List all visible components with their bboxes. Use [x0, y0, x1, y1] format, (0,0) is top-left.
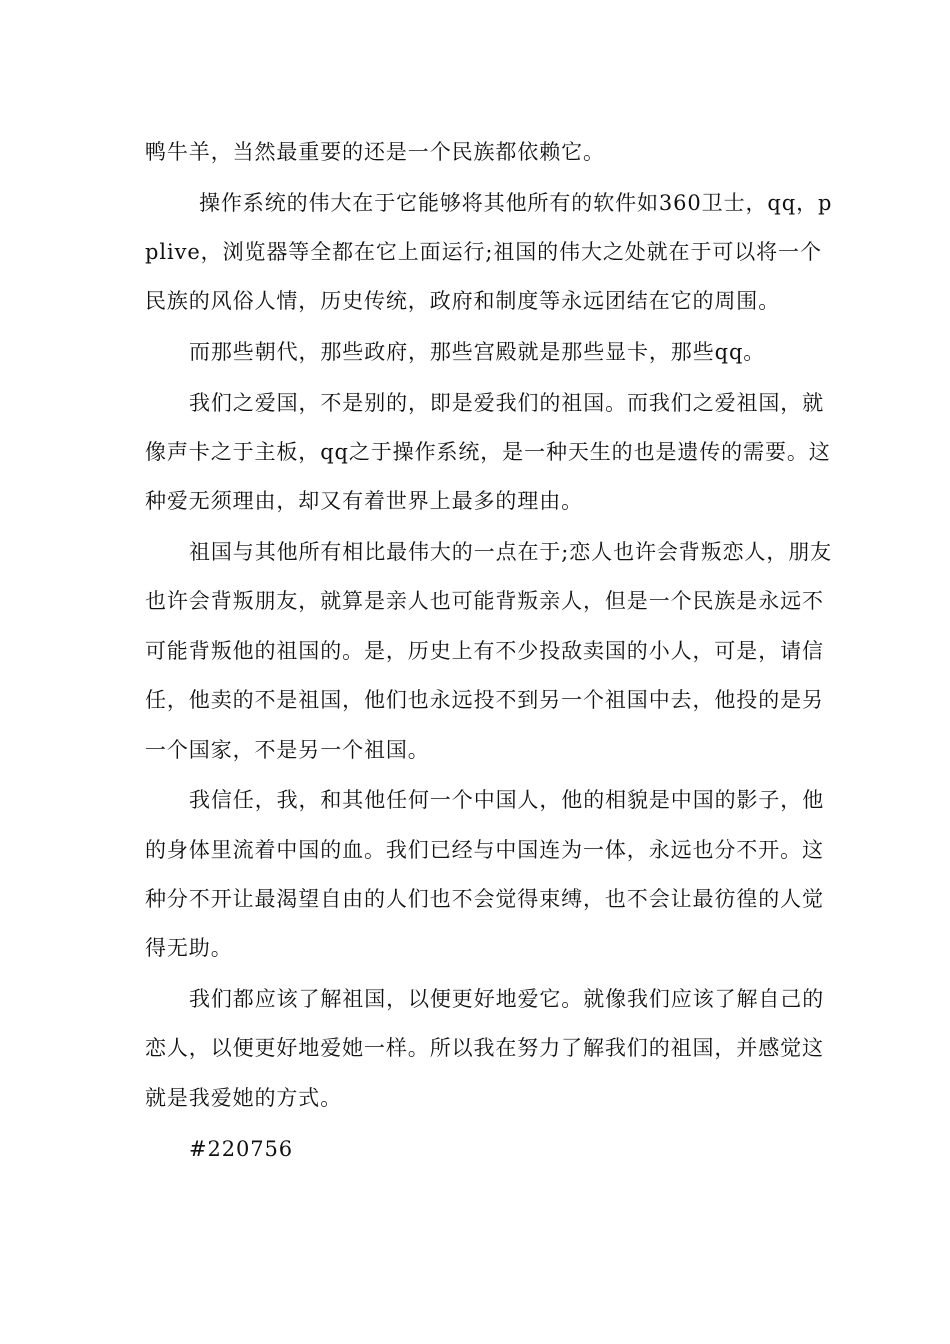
paragraph-understand-country: 我们都应该了解祖国，以便更好地爱它。就像我们应该了解自己的恋人，以便更好地爱她一样。所以我在努力了解我们的祖国，并感觉这就是我爱她的方式。: [145, 987, 825, 1110]
paragraph-chinese-people: 我信任，我，和其他任何一个中国人，他的相貌是中国的影子，他的身体里流着中国的血。我们已经与中国连为一体，永远也分不开。这种分不开让最渴望自由的人们也不会觉得束缚，也不会让最彷徨的人觉得无助。: [145, 788, 825, 961]
document-body: [145, 128, 835, 1176]
paragraph-operating-system: 操作系统的伟大在于它能够将其他所有的软件如360卫士，qq，pplive，浏览器等全都在它上面运行;祖国的伟大之处就在于可以将一个民族的风俗人情，历史传统，政府和制度等永远团结在它的周围。: [145, 190, 833, 314]
document-id: #220756: [189, 1137, 294, 1162]
paragraph-continued: 鸭牛羊，当然最重要的还是一个民族都依赖它。: [145, 140, 605, 164]
paragraph-never-betray: 祖国与其他所有相比最伟大的一点在于;恋人也许会背叛恋人，朋友也许会背叛朋友，就算是亲人也可能背叛亲人，但是一个民族是永远不可能背叛他的祖国的。是，历史上有不少投敌卖国的小人，可是，请信任，他卖的不是祖国，他们也永远投不到另一个祖国中去，他投的是另一个国家，不是另一个祖国。: [145, 540, 833, 762]
paragraph-dynasties: 而那些朝代，那些政府，那些宫殿就是那些显卡，那些qq。: [189, 340, 766, 364]
paragraph-love-country: 我们之爱国，不是别的，即是爱我们的祖国。而我们之爱祖国，就像声卡之于主板，qq之于操作系统，是一种天生的也是遗传的需要。这种爱无须理由，却又有着世界上最多的理由。: [145, 390, 831, 514]
